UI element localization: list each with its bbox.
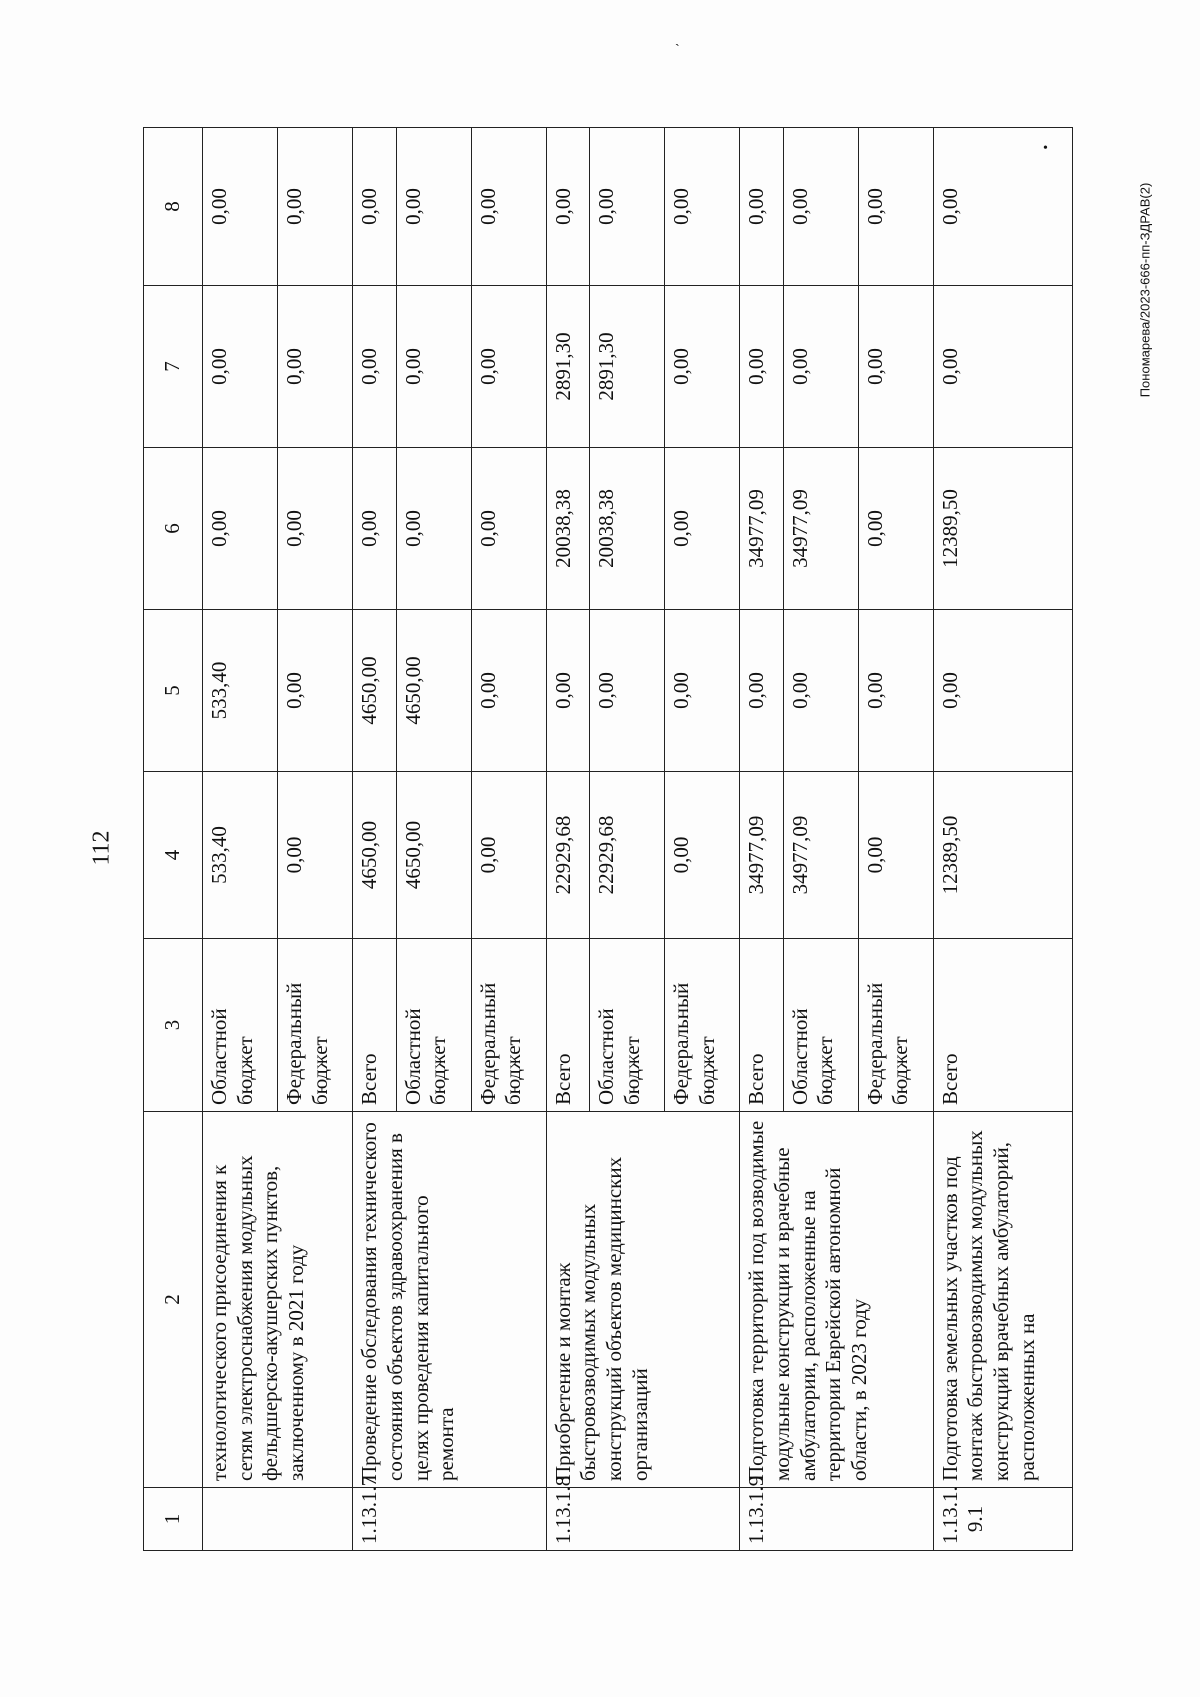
item-code: 1.13.1.7: [353, 1488, 547, 1551]
value-col-4: 0,00: [278, 772, 353, 939]
scan-mark: ˏ: [675, 32, 680, 47]
value-col-5: 0,00: [590, 610, 665, 772]
column-header-2: 2: [144, 1112, 203, 1488]
value-col-8: 0,00: [471, 128, 546, 286]
value-col-4: 22929,68: [590, 772, 665, 939]
value-col-5: 0,00: [278, 610, 353, 772]
value-col-6: 0,00: [278, 448, 353, 610]
document-code: Пономарева/2023-666-пп-ЗДРАВ(2): [1137, 182, 1153, 398]
funding-source: Всего: [353, 939, 396, 1112]
funding-source: Всего: [933, 939, 1072, 1112]
item-code: 1.13.1.9: [740, 1488, 934, 1551]
value-col-4: 4650,00: [396, 772, 471, 939]
value-col-8: 0,00: [783, 128, 858, 286]
value-col-6: 20038,38: [590, 448, 665, 610]
value-col-7: 0,00: [858, 286, 933, 448]
page-number: 112: [88, 830, 115, 866]
funding-source: Областной бюджет: [783, 939, 858, 1112]
value-col-6: 0,00: [353, 448, 396, 610]
value-col-6: 0,00: [471, 448, 546, 610]
item-description: Приобретение и монтаж быстровозводимых модульных конструкций объектов медицинских организаций: [546, 1112, 740, 1488]
value-col-8: 0,00: [858, 128, 933, 286]
value-col-4: 0,00: [858, 772, 933, 939]
value-col-8: 0,00: [203, 128, 278, 286]
value-col-5: 0,00: [858, 610, 933, 772]
value-col-4: 22929,68: [546, 772, 589, 939]
budget-table-rotated: [143, 128, 1073, 1551]
value-col-7: 0,00: [933, 286, 1072, 448]
value-col-4: 533,40: [203, 772, 278, 939]
value-col-4: 4650,00: [353, 772, 396, 939]
value-col-7: 0,00: [353, 286, 396, 448]
value-col-6: 0,00: [858, 448, 933, 610]
value-col-4: 34977,09: [740, 772, 783, 939]
table-row: [546, 128, 589, 1551]
item-code: 1.13.1. 9.1: [933, 1488, 1072, 1551]
value-col-7: 0,00: [783, 286, 858, 448]
funding-source: Всего: [546, 939, 589, 1112]
funding-source: Областной бюджет: [203, 939, 278, 1112]
value-col-8: 0,00: [396, 128, 471, 286]
funding-source: Федеральный бюджет: [665, 939, 740, 1112]
value-col-4: 0,00: [665, 772, 740, 939]
value-col-4: 12389,50: [933, 772, 1072, 939]
column-header-1: 1: [144, 1488, 203, 1551]
funding-source: Федеральный бюджет: [471, 939, 546, 1112]
value-col-5: 0,00: [546, 610, 589, 772]
value-col-7: 2891,30: [546, 286, 589, 448]
item-code: 1.13.1.8: [546, 1488, 740, 1551]
budget-table: [143, 127, 1073, 1551]
value-col-8: 0,00: [546, 128, 589, 286]
value-col-6: 0,00: [665, 448, 740, 610]
column-header-7: 7: [144, 286, 203, 448]
value-col-6: 34977,09: [783, 448, 858, 610]
value-col-8: 0,00: [590, 128, 665, 286]
value-col-5: 533,40: [203, 610, 278, 772]
value-col-6: 0,00: [396, 448, 471, 610]
item-description: Подготовка земельных участков под монтаж быстровозводимых модульных конструкций врачебных амбулаторий, расположенных на: [933, 1112, 1072, 1488]
value-col-8: 0,00: [740, 128, 783, 286]
item-description: Подготовка территорий под возводимые модульные конструкции и врачебные амбулатории, расположенные на территории Еврейской автономной области, в 2023 году: [740, 1112, 934, 1488]
value-col-7: 0,00: [396, 286, 471, 448]
value-col-5: 4650,00: [396, 610, 471, 772]
item-description: технологического присоединения к сетям электроснабжения модульных фельдшерско-акушерских пунктов, заключенному в 2021 году: [203, 1112, 353, 1488]
scan-mark: •: [1043, 141, 1048, 156]
value-col-5: 0,00: [471, 610, 546, 772]
value-col-7: 0,00: [278, 286, 353, 448]
table-row: [203, 128, 278, 1551]
value-col-7: 0,00: [665, 286, 740, 448]
value-col-8: 0,00: [933, 128, 1072, 286]
table-row: [353, 128, 396, 1551]
value-col-6: 34977,09: [740, 448, 783, 610]
column-header-4: 4: [144, 772, 203, 939]
value-col-8: 0,00: [665, 128, 740, 286]
value-col-8: 0,00: [353, 128, 396, 286]
column-header-5: 5: [144, 610, 203, 772]
header-row: [144, 128, 203, 1551]
column-header-6: 6: [144, 448, 203, 610]
value-col-6: 12389,50: [933, 448, 1072, 610]
value-col-4: 34977,09: [783, 772, 858, 939]
value-col-6: 20038,38: [546, 448, 589, 610]
funding-source: Федеральный бюджет: [858, 939, 933, 1112]
item-code: [203, 1488, 353, 1551]
table-row: [740, 128, 783, 1551]
value-col-8: 0,00: [278, 128, 353, 286]
value-col-7: 0,00: [740, 286, 783, 448]
value-col-5: 0,00: [665, 610, 740, 772]
value-col-7: 2891,30: [590, 286, 665, 448]
column-header-8: 8: [144, 128, 203, 286]
value-col-7: 0,00: [471, 286, 546, 448]
table-row: [933, 128, 1072, 1551]
value-col-5: 4650,00: [353, 610, 396, 772]
funding-source: Федеральный бюджет: [278, 939, 353, 1112]
value-col-5: 0,00: [783, 610, 858, 772]
value-col-5: 0,00: [933, 610, 1072, 772]
funding-source: Всего: [740, 939, 783, 1112]
funding-source: Областной бюджет: [396, 939, 471, 1112]
column-header-3: 3: [144, 939, 203, 1112]
value-col-6: 0,00: [203, 448, 278, 610]
value-col-7: 0,00: [203, 286, 278, 448]
value-col-4: 0,00: [471, 772, 546, 939]
value-col-5: 0,00: [740, 610, 783, 772]
item-description: Проведение обследования технического состояния объектов здравоохранения в целях проведения капитального ремонта: [353, 1112, 547, 1488]
funding-source: Областной бюджет: [590, 939, 665, 1112]
table-body: [203, 128, 1073, 1551]
